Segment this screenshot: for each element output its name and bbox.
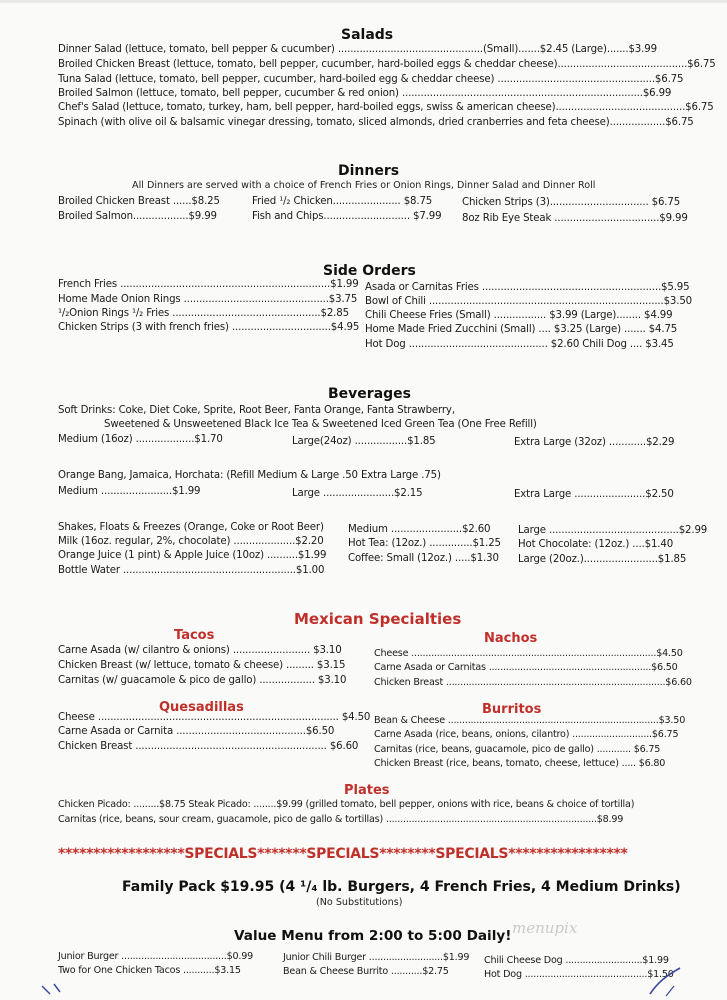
beverage-item: Hot Chocolate: (12oz.) ....$1.40	[518, 539, 674, 550]
beverage-item: Shakes, Floats & Freezes (Orange, Coke or Root Beer)	[58, 522, 324, 533]
value-menu-item: Bean & Cheese Burrito ...........$2.75	[283, 966, 449, 977]
soft-drink-size: Extra Large (32oz) ............$2.29	[514, 437, 675, 448]
side-order-item: Home Made Fried Zucchini (Small) .... $3.25 (Large) ....... $4.75	[365, 324, 678, 335]
side-order-item: Bowl of Chili ............................................................................$3.50	[365, 296, 693, 307]
quesadilla-item: Cheese .............................................................................. $4.50	[58, 712, 371, 723]
plate-item: Chicken Picado: .........$8.75 Steak Picado: ........$9.99 (grilled tomato, bell pepper, onions with rice, beans & choice of tortilla)	[58, 799, 635, 810]
beverage-item: Milk (16oz. regular, 2%, chocolate) ....................$2.20	[58, 536, 324, 547]
beverage-item: Coffee: Small (12oz.) .....$1.30	[348, 553, 499, 564]
beverages-heading: Beverages	[328, 386, 411, 402]
burrito-item: Bean & Cheese ..........................................................................$3.50	[374, 715, 686, 726]
beverage-item: Large (20oz.)........................$1.85	[518, 554, 687, 565]
quesadilla-item: Carne Asada or Carnita ..........................................$6.50	[58, 726, 335, 737]
beverage-item: Orange Juice (1 pint) & Apple Juice (10oz) ..........$1.99	[58, 550, 327, 561]
side-order-item: Asada or Carnitas Fries ..........................................................$5.95	[365, 282, 690, 293]
burrito-item: Carnitas (rice, beans, guacamole, pico de gallo) ............ $6.75	[374, 744, 661, 755]
value-menu-item: Junior Burger .....................................$0.99	[58, 951, 254, 962]
family-pack: Family Pack $19.95 (4 ¹/₄ lb. Burgers, 4 French Fries, 4 Medium Drinks)	[122, 879, 681, 895]
tacos-heading: Tacos	[174, 628, 215, 643]
dinner-item: Chicken Strips (3)................................ $6.75	[462, 197, 681, 208]
beverage-item: Large ..........................................$2.99	[518, 525, 708, 536]
orange-bang-line: Orange Bang, Jamaica, Horchata: (Refill Medium & Large .50 Extra Large .75)	[58, 470, 441, 481]
side-orders-heading: Side Orders	[323, 263, 416, 279]
orange-bang-size: Medium .......................$1.99	[58, 486, 201, 497]
side-order-item: ¹/₂Onion Rings ¹/₂ Fries ................................................$2.85	[58, 308, 349, 319]
soft-drink-size: Large(24oz) .................$1.85	[292, 436, 436, 447]
salad-item: Dinner Salad (lettuce, tomato, bell pepper & cucumber) ...............................................(Small).......$2.45 (Large).......$3.99	[58, 44, 657, 55]
soft-drinks-line: Soft Drinks: Coke, Diet Coke, Sprite, Root Beer, Fanta Orange, Fanta Strawberry,	[58, 405, 455, 416]
nacho-item: Chicken Breast .............................................................................$6.60	[374, 677, 692, 688]
salad-item: Chef's Salad (lettuce, tomato, turkey, ham, bell pepper, hard-boiled eggs, swiss & american cheese)..........................................$6.75	[58, 102, 714, 113]
salads-heading: Salads	[341, 27, 394, 43]
orange-bang-size: Extra Large .......................$2.50	[514, 489, 674, 500]
no-substitutions-note: (No Substitutions)	[316, 897, 403, 908]
burrito-item: Chicken Breast (rice, beans, tomato, cheese, lettuce) ..... $6.80	[374, 758, 666, 769]
menupix-watermark: menupix	[512, 919, 578, 937]
dinner-item: Broiled Salmon..................$9.99	[58, 211, 217, 222]
quesadillas-heading: Quesadillas	[159, 700, 244, 715]
plates-heading: Plates	[344, 783, 390, 798]
dinner-item: Broiled Chicken Breast ......$8.25	[58, 196, 220, 207]
burritos-heading: Burritos	[482, 702, 542, 717]
mexican-heading: Mexican Specialties	[294, 610, 462, 628]
page-edge-top	[0, 0, 727, 3]
burrito-item: Carne Asada (rice, beans, onions, cilantro) ............................$6.75	[374, 729, 679, 740]
salad-item: Tuna Salad (lettuce, tomato, bell pepper, cucumber, hard-boiled egg & cheddar cheese) ...................................................$6.75	[58, 74, 684, 85]
soft-drink-size: Medium (16oz) ...................$1.70	[58, 434, 223, 445]
taco-item: Carnitas (w/ guacamole & pico de gallo) .................. $3.10	[58, 675, 347, 686]
taco-item: Carne Asada (w/ cilantro & onions) ......................... $3.10	[58, 645, 342, 656]
salad-item: Spinach (with olive oil & balsamic vinegar dressing, tomato, sliced almonds, dried cranberries and feta cheese)..................$6.75	[58, 117, 694, 128]
salad-item: Broiled Chicken Breast (lettuce, tomato, bell pepper, cucumber, hard-boiled eggs & cheddar cheese)..........................................$6.75	[58, 59, 716, 70]
beverage-item: Hot Tea: (12oz.) ..............$1.25	[348, 538, 501, 549]
orange-bang-size: Large .......................$2.15	[292, 488, 423, 499]
soft-drinks-line: Sweetened & Unsweetened Black Ice Tea & Sweetened Iced Green Tea (One Free Refill)	[104, 419, 537, 430]
specials-banner: ******************SPECIALS*******SPECIALS********SPECIALS*****************	[58, 846, 628, 862]
value-menu-heading: Value Menu from 2:00 to 5:00 Daily!	[234, 928, 512, 944]
nacho-item: Carne Asada or Carnitas .........................................................$6.50	[374, 662, 678, 673]
value-menu-item: Junior Chili Burger ..........................$1.99	[283, 952, 470, 963]
dinners-note: All Dinners are served with a choice of French Fries or Onion Rings, Dinner Salad and Dinner Roll	[132, 180, 596, 191]
nachos-heading: Nachos	[484, 631, 538, 646]
ink-mark-icon	[40, 982, 70, 998]
plate-item: Carnitas (rice, beans, sour cream, guacamole, pico de gallo & tortillas) ..........................................................................$8.99	[58, 814, 624, 825]
dinner-item: Fried ¹/₂ Chicken...................... $8.75	[252, 196, 433, 207]
salad-item: Broiled Salmon (lettuce, tomato, bell pepper, cucumber & red onion) ..............................................................................$6.99	[58, 88, 672, 99]
side-order-item: Home Made Onion Rings ...............................................$3.75	[58, 294, 358, 305]
side-order-item: Chicken Strips (3 with french fries) ................................$4.95	[58, 322, 360, 333]
beverage-item: Medium .......................$2.60	[348, 524, 491, 535]
value-menu-item: Chili Cheese Dog ...........................$1.99	[484, 955, 669, 966]
side-order-item: Chili Cheese Fries (Small) ................. $3.99 (Large)........ $4.99	[365, 310, 673, 321]
ink-mark-icon	[646, 964, 686, 998]
value-menu-item: Hot Dog ...........................................$1.50	[484, 969, 674, 980]
value-menu-item: Two for One Chicken Tacos ...........$3.15	[58, 965, 241, 976]
nacho-item: Cheese ......................................................................................$4.50	[374, 648, 683, 659]
dinner-item: 8oz Rib Eye Steak ..................................$9.99	[462, 213, 688, 224]
taco-item: Chicken Breast (w/ lettuce, tomato & cheese) ......... $3.15	[58, 660, 346, 671]
dinners-heading: Dinners	[338, 163, 400, 179]
side-order-item: Hot Dog ............................................. $2.60 Chili Dog .... $3.45	[365, 339, 674, 350]
quesadilla-item: Chicken Breast .............................................................. $6.60	[58, 741, 359, 752]
beverage-item: Bottle Water ........................................................$1.00	[58, 565, 325, 576]
dinner-item: Fish and Chips............................ $7.99	[252, 211, 442, 222]
side-order-item: French Fries ....................................................................$1.99	[58, 279, 359, 290]
